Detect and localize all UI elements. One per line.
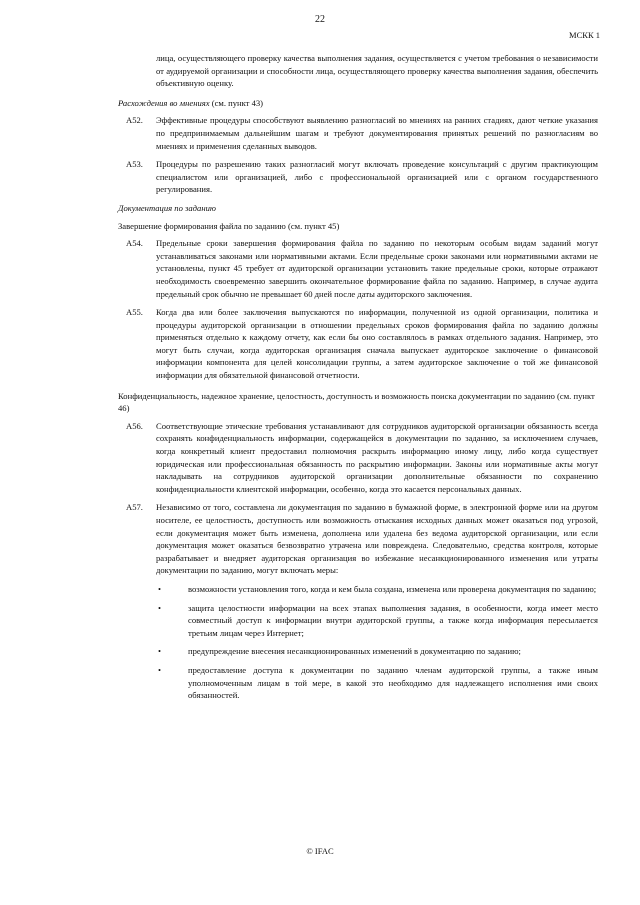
list-item xyxy=(156,602,598,640)
bullet-icon: • xyxy=(158,664,162,675)
paragraph-a56 xyxy=(118,420,598,496)
paragraph-a54 xyxy=(118,237,598,300)
paragraph-a53 xyxy=(118,158,598,196)
copyright-footer: © IFAC xyxy=(306,846,334,856)
paragraph-a55 xyxy=(118,306,598,382)
list-item-text: предупреждение внесения несанкционированных изменений в документацию по заданию; xyxy=(188,646,521,657)
heading-reference: (см. пункт 43) xyxy=(209,97,264,108)
paragraph-text: Соответствующие этические требования устанавливают для сотрудников аудиторской организации обязанность всегда сохранять конфиденциальность информации, содержащейся в документации по заданию, за исключением случаев, когда конкретный клиент предоставил полномочия раскрыть информацию иному лицу, либо когда существует юридическая или профессиональная обязанность по раскрытию информации. Законы или нормативные акты могут накладывать на сотрудников аудиторской организации дополнительные обязанности по сохранению конфиденциальности клиентской информации, особенно, когда это касается персональных данных. xyxy=(156,420,598,494)
heading-title: Расхождения во мнениях xyxy=(118,97,210,108)
section-heading-disagreements xyxy=(118,97,598,110)
subheading-confidentiality: Конфиденциальность, надежное хранение, целостность, доступность и возможность поиска документации по заданию (см. пункт 46) xyxy=(118,390,595,414)
continued-paragraph: лица, осуществляющего проверку качества выполнения задания, осуществляется с учетом требования о независимости от аудируемой организации и способности лица, осуществляющего проверку качества выполнения задания, обеспечить объективную оценку. xyxy=(156,53,598,89)
list-item-text: защита целостности информации на всех этапах выполнения задания, в особенности, когда имеет место совместный доступ к информации внутри аудиторской группы, а также когда информация пересылается третьим лицам через Интернет; xyxy=(188,602,598,638)
paragraph-text: Процедуры по разрешению таких разногласий могут включать проведение консультаций с другим практикующим специалистом или организацией, либо с профессиональной организацией или с органом государственного регулирования. xyxy=(156,159,598,195)
section-heading-documentation: Документация по заданию xyxy=(118,202,216,213)
paragraph-number: A52. xyxy=(126,115,143,126)
paragraph-text: Когда два или более заключения выпускаются по информации, полученной из одной организации, политика и процедуры аудиторской организации в отношении предельных сроков формирования файла по заданию должны применяться отдельно к каждому отчету, как если бы оно составлялось в рамках отдельного задания. Например, это могут быть случаи, когда аудиторская организация сначала выпускает аудиторское заключение о финансовой информации компонента для целей консолидации группы, а затем аудиторское заключение о той же финансовой информации для обязательной финансовой отчетности. xyxy=(156,307,598,381)
paragraph-text: Предельные сроки завершения формирования файла по заданию по некоторым особым видам заданий могут устанавливаться законами или нормативными актами. Если предельные сроки законами или нормативными актами не установлены, пункт 45 требует от аудиторской организации установить такие предельные сроки, которые отражают необходимость своевременно завершить окончательное формирование файла по заданию. Например, в случае аудита предельный срок обычно не превышает 60 дней после даты аудиторского заключения. xyxy=(156,238,598,299)
bullet-icon: • xyxy=(158,583,162,594)
list-item-text: возможности установления того, когда и кем была создана, изменена или проверена документация по заданию; xyxy=(188,583,597,594)
bullet-icon: • xyxy=(158,602,162,613)
bullet-list xyxy=(156,583,598,702)
paragraph-a57 xyxy=(118,501,598,577)
paragraph-number: A55. xyxy=(126,307,143,318)
list-item xyxy=(156,645,598,658)
paragraph-text: Эффективные процедуры способствуют выявлению разногласий во мнениях на ранних стадиях, дают четкие указания по предпринимаемым дальнейшим шагам и требуют документирования принятых решений по разногласиям во мнениях и применения сделанных выводов. xyxy=(156,115,598,151)
document-body xyxy=(118,52,598,708)
subheading-file-assembly: Завершение формирования файла по заданию (см. пункт 45) xyxy=(118,220,340,231)
list-item xyxy=(156,583,598,596)
paragraph-number: A56. xyxy=(126,420,143,431)
list-item-text: предоставление доступа к документации по заданию членам аудиторской группы, а также иным уполномоченным лицам в той мере, в какой это необходимо для надлежащего исполнения ими своих обязанностей. xyxy=(188,664,598,701)
paragraph-number: A57. xyxy=(126,502,143,513)
document-code: МСКК 1 xyxy=(569,30,600,40)
bullet-icon: • xyxy=(158,646,162,657)
paragraph-number: A54. xyxy=(126,238,143,249)
list-item xyxy=(156,664,598,702)
page-number: 22 xyxy=(315,14,325,25)
paragraph-number: A53. xyxy=(126,159,143,170)
paragraph-text: Независимо от того, составлена ли документация по заданию в бумажной форме, в электронной форме или на другом носителе, ее целостность, доступность или возможность отыскания исходных данных может оказаться под угрозой, если документация может быть изменена, дополнена или удалена без ведома аудиторской организации, или если документация может оказаться безвозвратно утрачена или повреждена. Следовательно, средства контроля, которые разрабатывает и внедряет аудиторская организация во избежание несанкционированного изменения или утраты документации по заданию, могут включать меры: xyxy=(156,502,598,576)
paragraph-a52 xyxy=(118,114,598,152)
